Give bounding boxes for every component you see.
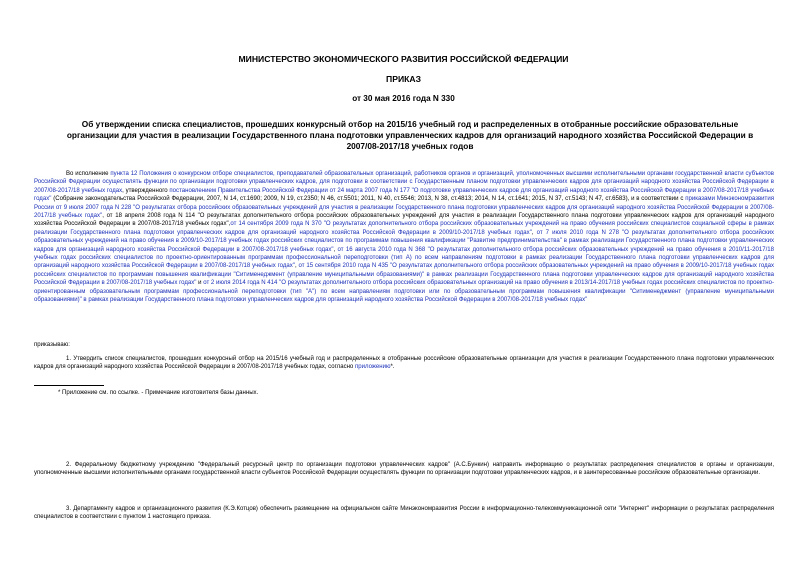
item-1-paragraph bbox=[34, 355, 774, 372]
link-order-368[interactable]: от 16 августа 2010 года N 368 "О результатах дополнительного отбора российских образовательных учреждений на право обучения в 2010/11-2017/18 учебных годах российских специалистов по проектно-ориентированным программам профессиональной переподготовки (тип А) по всем направлениям подготовки в рамках реализации Государственного плана подготовки управленческих кадров для организаций народного хозяйства Российской Федерации в 2007/08-2017/18 учебных годах" bbox=[34, 246, 774, 270]
preamble-text-7: , bbox=[294, 263, 299, 270]
link-order-435[interactable]: от 15 сентября 2010 года N 435 "О результатах дополнительного отбора российских образовательных учреждений на право обучения в 2009/10-2017/18 учебных годах российских специалистов по программам повышения квалификации "Ситименеджмент (управление муниципальными образованиями)" в рамках реализации Государственного плана подготовки управленческих кадров для организаций народного хозяйства Российской Федерации в 2007/08-2017/18 учебных годах" bbox=[34, 263, 774, 287]
link-order-278[interactable]: от 7 июля 2010 года N 278 "О результатах дополнительного отбора российских образовательных учреждений на право обучения в 2009/10-2017/18 учебных годах российских специалистов по программам повышения квалификации "Развитие предпринимательства" в рамках реализации Государственного плана подготовки управленческих кадров для организаций народного хозяйства Российской Федерации в 2007/08-2017/18 учебных годах" bbox=[34, 229, 774, 253]
footnote: * Приложение см. по ссылке. - Примечание изготовителя базы данных. bbox=[58, 390, 259, 396]
document-title: Об утверждении списка специалистов, прошедших конкурсный отбор на 2015/16 учебный год и распределенных в отобранные российские образовательные организации для участия в реализации Государственного плана подготовки управленческих кадров для организаций народного хозяйства Российской Федерации в 2007/08-2017/18 учебных годов bbox=[66, 119, 754, 151]
date-number-heading: от 30 мая 2016 года N 330 bbox=[352, 94, 455, 103]
preamble-text-5: , bbox=[531, 229, 537, 236]
link-government-decree-177[interactable]: постановлением Правительства Российской Федерации от 24 марта 2007 года N 177 "О подготовке управленческих кадров для организаций народного хозяйства Российской Федерации в 2007/08-2017/18 учебных годах" bbox=[34, 187, 774, 203]
item-3-paragraph: 3. Департаменту кадров и организационного развития (К.Э.Котцов) обеспечить размещение на официальном сайте Минэкономразвития России в информационно-телекоммуникационной сети "Интернет" информации о результатах распределения специалистов в соответствии с пунктом 1 настоящего приказа. bbox=[34, 506, 774, 521]
ministry-heading: МИНИСТЕРСТВО ЭКОНОМИЧЕСКОГО РАЗВИТИЯ РОССИЙСКОЙ ФЕДЕРАЦИИ bbox=[238, 54, 569, 64]
item-1-tail: *. bbox=[390, 364, 395, 371]
preamble-text-3: (Собрание законодательства Российской Федерации, 2007, N 14, ст.1690; 2009, N 19, ст.2350; N 46, ст.5501; 2011, N 40, ст.5546; 2013, N 38, ст.4813; 2014, N 14, ст.1641; 2015, N 37, ст.5143; N 47, ст.6583), и в соответствии с bbox=[51, 196, 686, 203]
order-word: приказываю: bbox=[34, 342, 70, 348]
preamble-text-2: , утвержденного bbox=[122, 187, 170, 194]
item-2-paragraph: 2. Федеральному бюджетному учреждению "Федеральный ресурсный центр по организации подготовки управленческих кадров" (А.С.Бункин) направить информацию о результатах распределения специалистов в органы и организации, уполномоченные высшими исполнительными органами государственной власти субъектов Российской Федерации осуществлять функции по организации подготовки управленческих кадров, и в заинтересованные российские образовательные организации. bbox=[34, 462, 774, 477]
preamble-paragraph bbox=[34, 170, 774, 305]
preamble-text-4: , от 18 апреля 2008 года N 114 "О результатах дополнительного отбора российских образовательных учреждений для участия в реализации Государственного плана подготовки управленческих кадров для организаций народного хозяйства Российской Федерации в 2007/08-2017/18 учебных годах", bbox=[34, 213, 774, 228]
link-regulation-item-12[interactable]: пункта 12 Положения о конкурсном отборе специалистов, преподавателей образовательных организаций, работников органов и организаций, уполномоченных высшими исполнительными органами государственной власти субъектов Российской Федерации осуществлять функции по организации подготовки управленческих кадров, для подготовки в соответствии с Государственным планом подготовки управленческих кадров для организаций народного хозяйства Российской Федерации в 2007/08-2017/18 учебных годах bbox=[34, 171, 774, 194]
doc-type-heading: ПРИКАЗ bbox=[386, 74, 421, 84]
item-1-text: 1. Утвердить список специалистов, прошедших конкурсный отбор на 2015/16 учебный год и распределенных в отобранные российские образовательные организации для участия в реализации Государственного плана подготовки управленческих кадров для организаций народного хозяйства Российской Федерации в 2007/08-2017/18 учебных годах, согласно bbox=[34, 356, 774, 371]
link-order-414[interactable]: от 2 июля 2014 года N 414 "О результатах дополнительного отбора российских образовательных организаций на право обучения в 2013/14-2017/18 учебных годах российских специалистов по проектно-ориентированным образовательным программам профессиональной переподготовки (тип "А") по всем направлениям подготовки или по образовательным программам повышения квалификации "Ситименеджмент (управление муниципальными образованиями)" в рамках реализации Государственного плана подготовки управленческих кадров для организаций народного хозяйства Российской Федерации в 2007/08-2017/18 учебных годах" bbox=[34, 280, 775, 304]
footnote-divider bbox=[34, 385, 104, 386]
link-appendix[interactable]: приложению bbox=[354, 364, 391, 371]
link-order-370[interactable]: от 14 сентября 2009 года N 370 "О результатах дополнительного отбора российских образовательных учреждений на право обучения российских специалистов социальной сферы в рамках реализации Государственного плана подготовки управленческих кадров для организаций народного хозяйства Российской Федерации в 2009/10-2017/18 учебных годах" bbox=[34, 221, 775, 236]
link-order-228[interactable]: приказами Минэкономразвития России от 9 июля 2007 года N 228 "О результатах отбора российских образовательных учреждений для участия в реализации Государственного плана подготовки управленческих кадров для организаций народного хозяйства Российской Федерации в 2007/08-2017/18 учебных годах" bbox=[34, 196, 774, 220]
preamble-text-8: и bbox=[196, 280, 204, 287]
preamble-text-6: , bbox=[333, 246, 338, 253]
preamble-text-1: Во исполнение bbox=[66, 171, 111, 177]
